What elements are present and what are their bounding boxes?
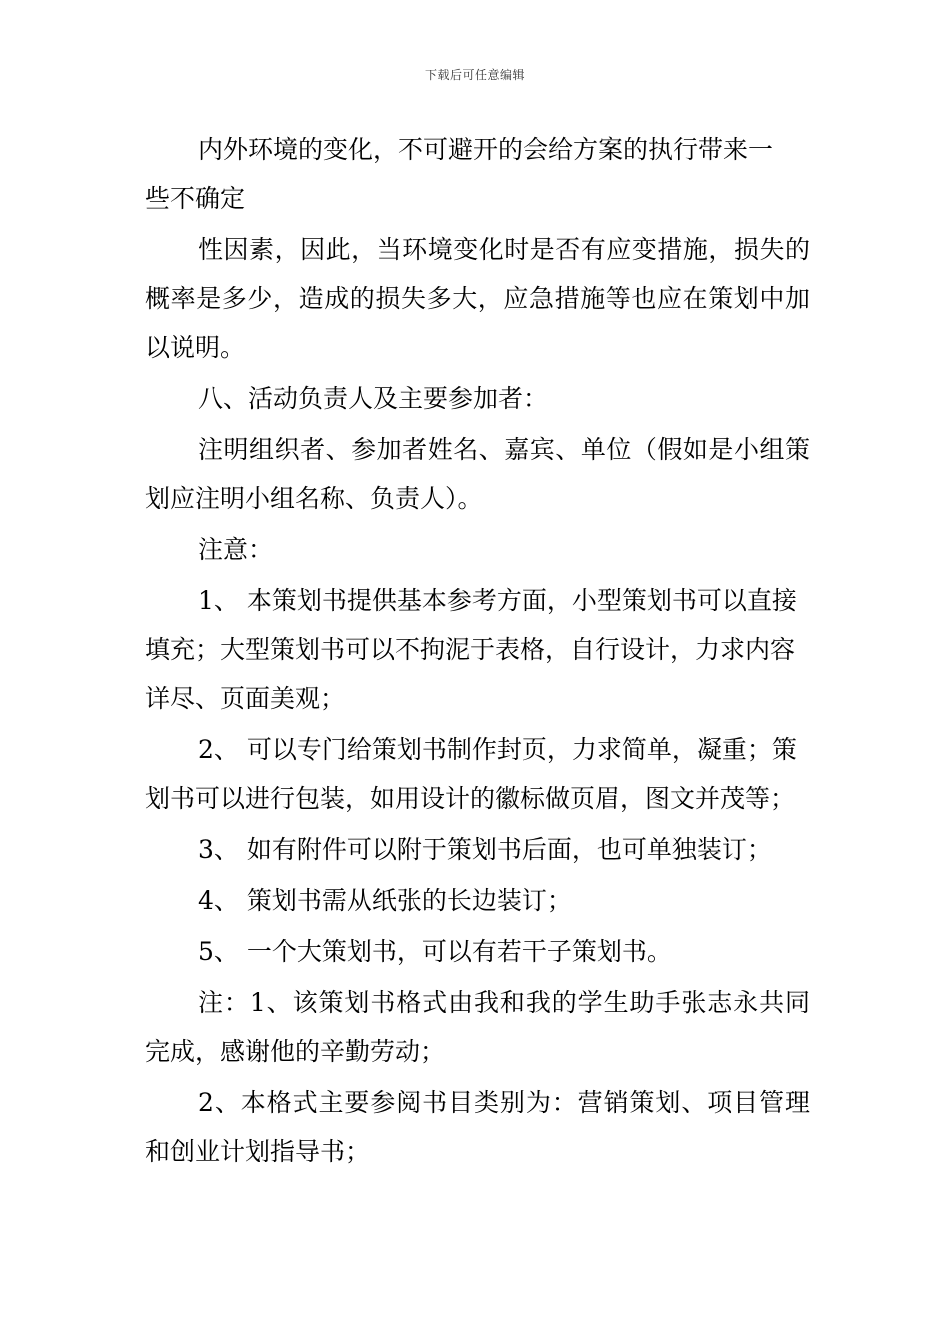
note-item-3: 3、 如有附件可以附于策划书后面，也可单独装订； (198, 835, 772, 864)
paragraph-environment-change (145, 125, 810, 223)
remark-2: 2、本格式主要参阅书目类别为：营销策划、项目管理和创业计划指导书； (145, 1088, 810, 1166)
note-item-4: 4、 策划书需从纸张的长边装订； (198, 886, 572, 915)
note-item-5: 5、 一个大策划书，可以有若干子策划书。 (198, 937, 672, 966)
note-item-2: 2、 可以专门给策划书制作封页，力求简单，凝重；策划书可以进行包装，如用设计的徽标做页眉，图文并茂等； (145, 735, 797, 813)
paragraph-line: 内外环境的变化，不可避开的会给方案的执行带来一 (198, 135, 774, 164)
section-heading-responsible: 八、活动负责人及主要参加者： (198, 384, 549, 413)
document-body (145, 125, 810, 1178)
page-header: 下载后可任意编辑 (424, 68, 525, 82)
note-item-1: 1、 本策划书提供基本参考方面，小型策划书可以直接填充；大型策划书可以不拘泥于表格，自行设计，力求内容详尽、页面美观； (145, 586, 797, 713)
paragraph-line: 些不确定 (145, 184, 246, 213)
remark-1: 注：1、该策划书格式由我和我的学生助手张志永共同完成，感谢他的辛勤劳动； (145, 988, 810, 1066)
paragraph-uncertainty: 性因素，因此，当环境变化时是否有应变措施，损失的概率是多少，造成的损失多大，应急措施等也应在策划中加以说明。 (145, 235, 810, 362)
paragraph-organizers: 注明组织者、参加者姓名、嘉宾、单位（假如是小组策划应注明小组名称、负责人）。 (145, 435, 810, 513)
note-heading: 注意： (198, 535, 274, 564)
